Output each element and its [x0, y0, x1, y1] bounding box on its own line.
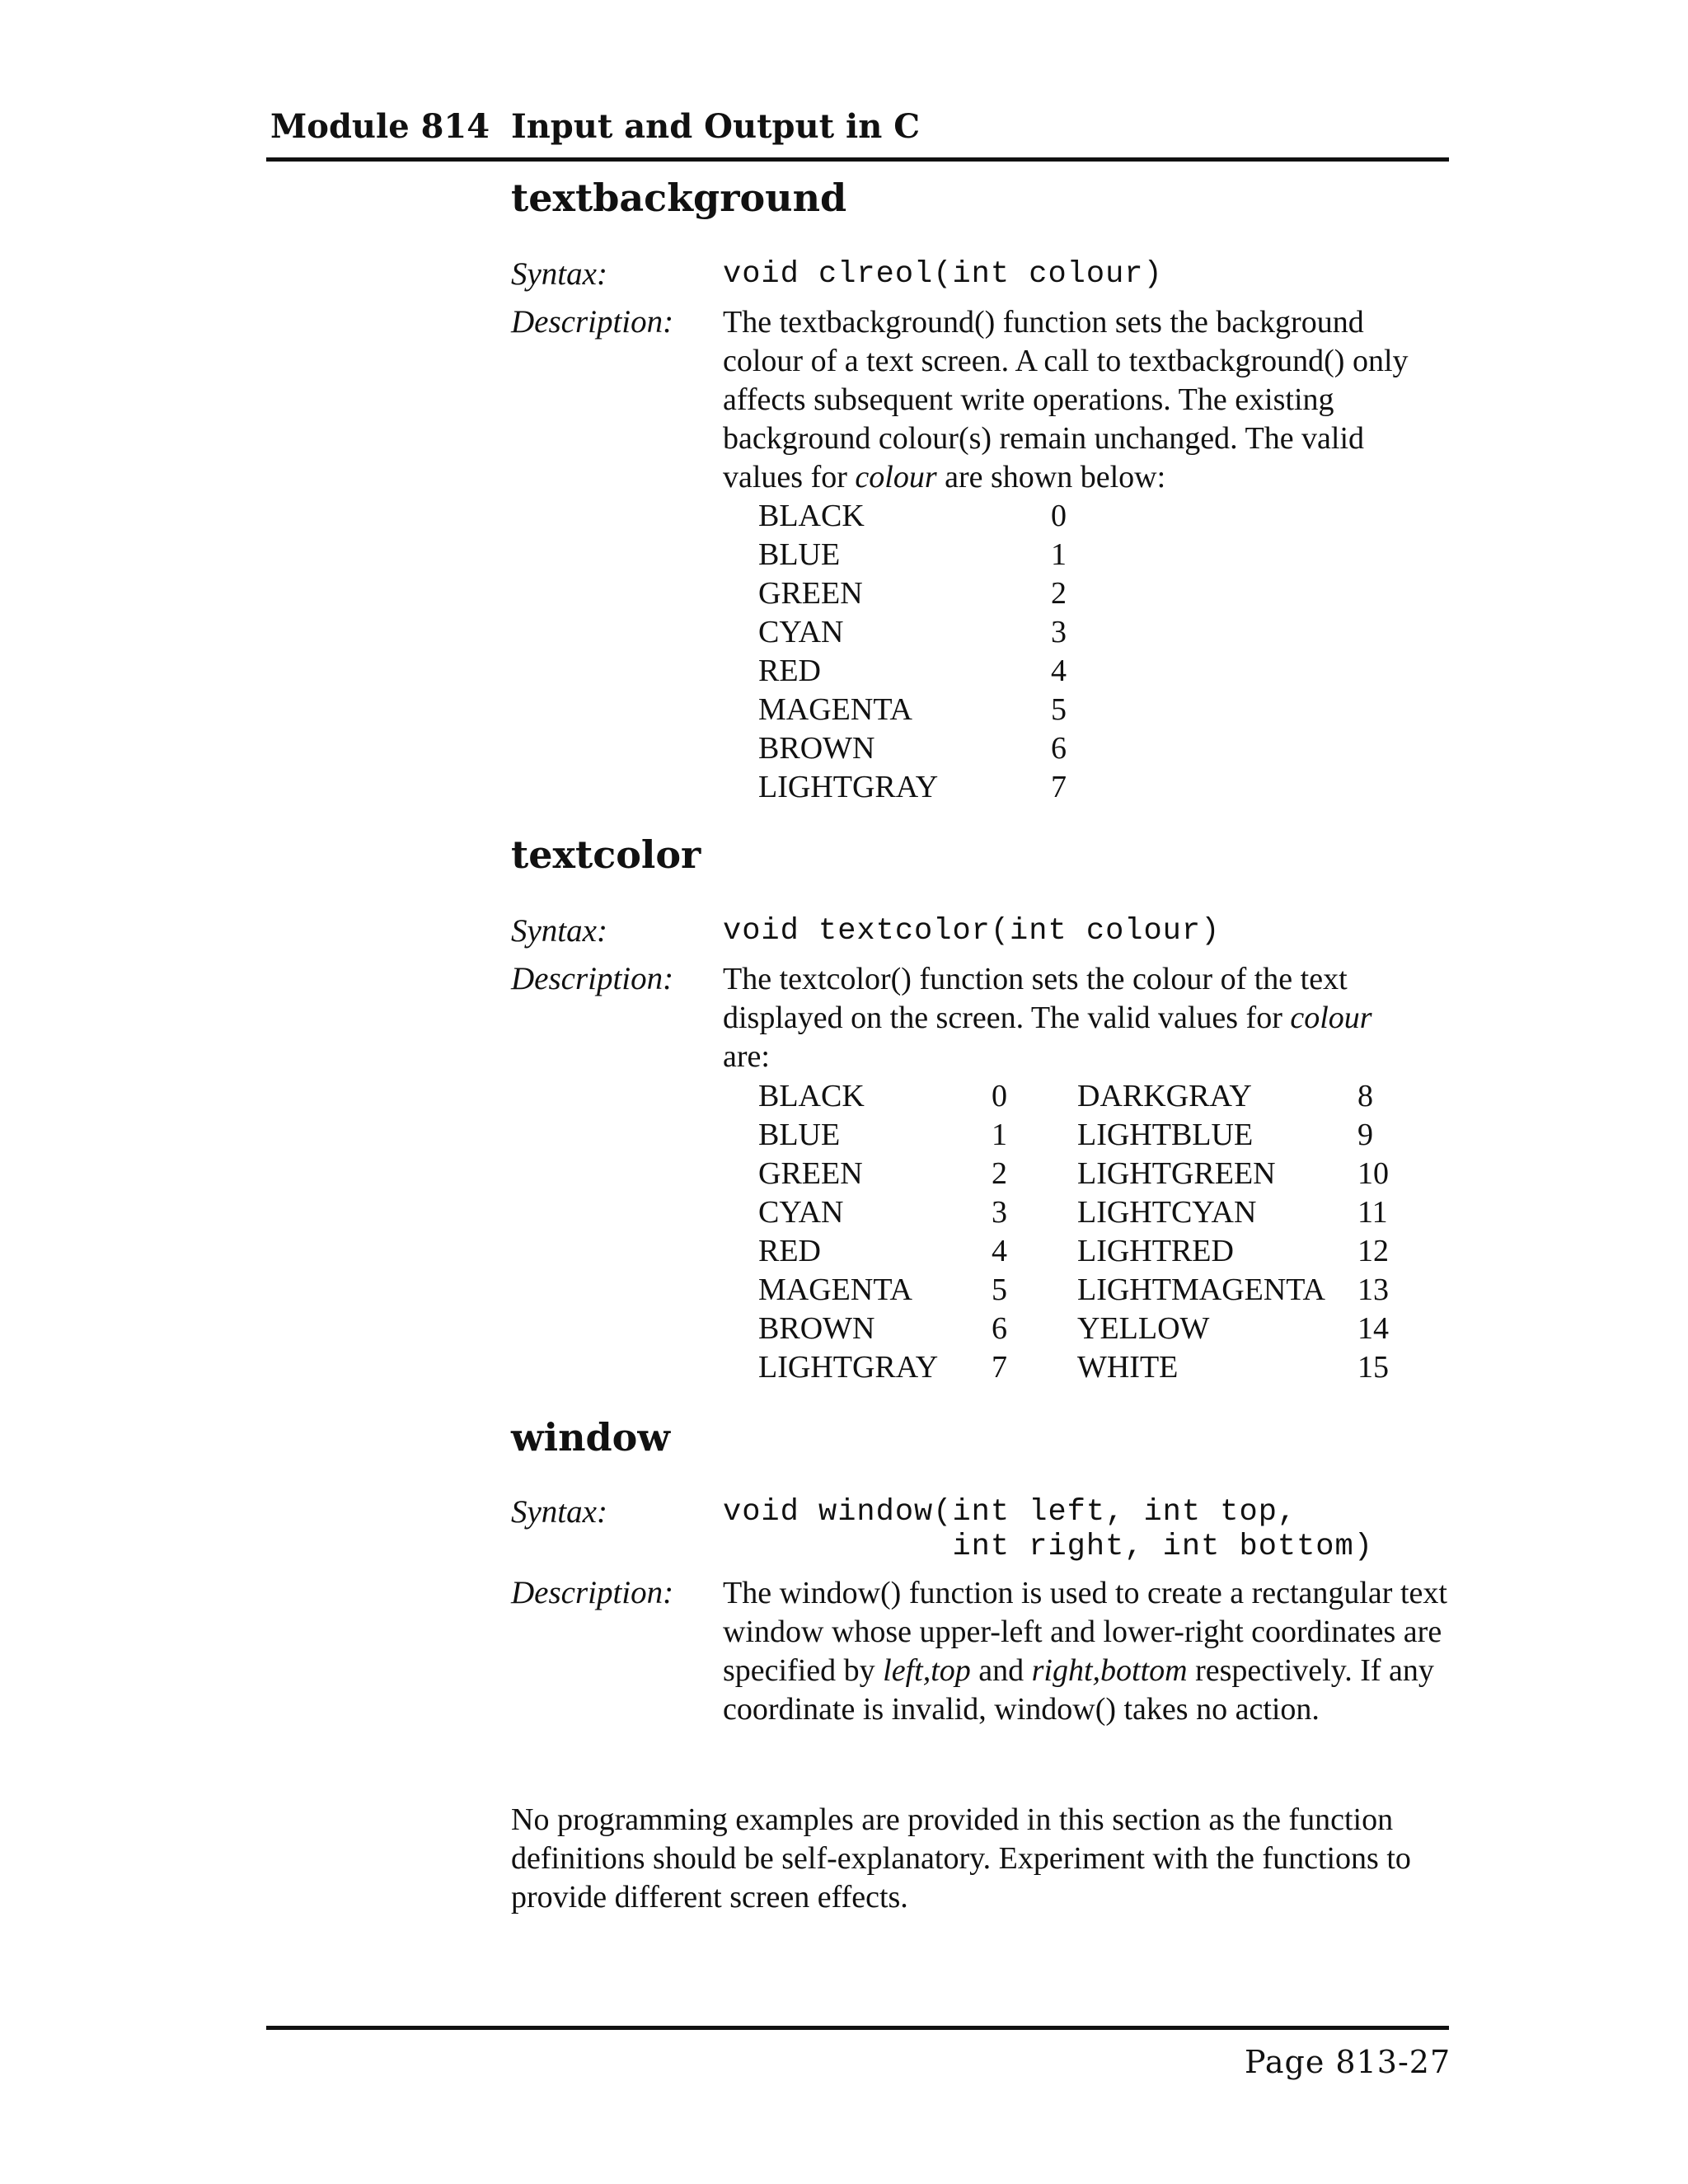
module-title: Input and Output in C: [511, 107, 921, 146]
syntax-code: void textcolor(int colour): [723, 914, 1221, 949]
table-row: BLUE 1: [758, 537, 1067, 572]
syntax-label: Syntax:: [511, 1494, 607, 1530]
table-row: RED 4: [758, 654, 1067, 688]
description-text: The window() function is used to create a rectangular text window whose upper-left and lower-right coordinates are specified by left,top and right,bottom respectively. If any coordinate is invalid, window() takes no action.: [723, 1576, 1447, 1727]
description-text: The textcolor() function sets the colour of the text displayed on the screen. The valid values for colour are:: [723, 962, 1372, 1074]
header-rule: [266, 157, 1449, 162]
section-title-textbackground: textbackground: [511, 176, 847, 220]
description-label: Description:: [511, 961, 674, 996]
table-row: BROWN 6 YELLOW 14: [758, 1311, 1389, 1346]
description-label: Description:: [511, 1575, 674, 1610]
module-number: Module 814: [270, 107, 490, 146]
table-row: LIGHTGRAY 7 WHITE 15: [758, 1350, 1389, 1385]
table-row: MAGENTA 5 LIGHTMAGENTA 13: [758, 1272, 1389, 1307]
syntax-label: Syntax:: [511, 913, 607, 949]
footer-rule: [266, 2026, 1449, 2030]
table-row: BLUE 1 LIGHTBLUE 9: [758, 1118, 1373, 1152]
section-title-window: window: [511, 1415, 670, 1460]
closing-paragraph: No programming examples are provided in this section as the function definitions should be self-explanatory. Experiment with the functions to provide different screen effects.: [511, 1802, 1411, 1915]
table-row: CYAN 3 LIGHTCYAN 11: [758, 1195, 1388, 1230]
section-title-textcolor: textcolor: [511, 832, 701, 877]
table-row: CYAN 3: [758, 615, 1067, 649]
syntax-label: Syntax:: [511, 256, 607, 292]
syntax-code-line-2: int right, int bottom): [723, 1530, 1373, 1564]
description-label: Description:: [511, 304, 674, 340]
color-table-textcolor: [758, 1077, 1418, 1387]
table-row: LIGHTGRAY 7: [758, 770, 1067, 804]
table-row: GREEN 2: [758, 576, 1067, 611]
table-row: RED 4 LIGHTRED 12: [758, 1234, 1389, 1268]
table-row: BLACK 0: [758, 499, 1067, 533]
table-row: MAGENTA 5: [758, 692, 1067, 727]
table-row: BROWN 6: [758, 731, 1067, 766]
table-row: BLACK 0 DARKGRAY 8: [758, 1079, 1373, 1113]
description-text: The textbackground() function sets the background colour of a text screen. A call to textbackground() only affects subsequent write operations. The existing background colour(s) remain unchanged. The valid values for colour are shown below:: [723, 305, 1409, 494]
page-number: Page 813-27: [1245, 2044, 1451, 2080]
table-row: GREEN 2 LIGHTGREEN 10: [758, 1156, 1389, 1191]
syntax-code-line-1: void window(int left, int top,: [723, 1495, 1297, 1530]
color-table-textbackground: [758, 497, 1170, 807]
syntax-code: void clreol(int colour): [723, 257, 1163, 292]
